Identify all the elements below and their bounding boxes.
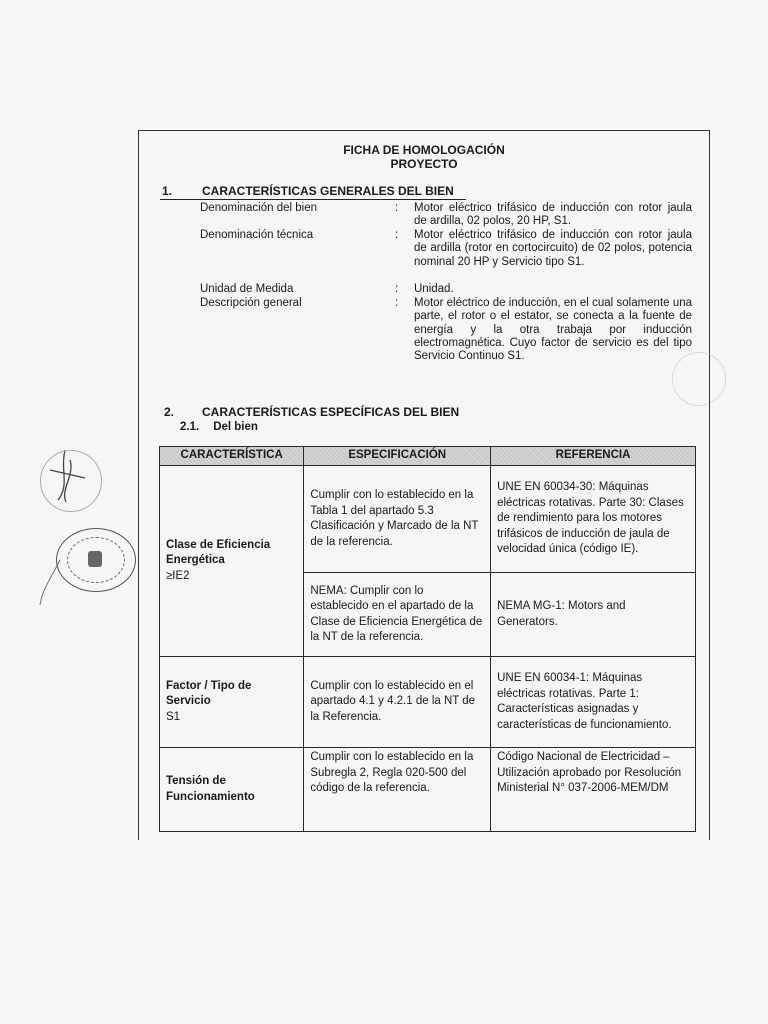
colon: : xyxy=(395,229,399,241)
char-title: Factor / Tipo de Servicio xyxy=(166,679,252,708)
char-eficiencia xyxy=(160,466,304,657)
char-title: Clase de Eficiencia Energética xyxy=(166,538,271,567)
spec-table xyxy=(159,446,696,832)
section1-rule xyxy=(160,199,466,200)
coat-of-arms-icon xyxy=(88,551,102,567)
label-denominacion-tecnica: Denominación técnica xyxy=(200,229,314,241)
subsection-title: Del bien xyxy=(213,421,258,433)
table-row xyxy=(160,748,696,832)
ref-cell: NEMA MG-1: Motors and Generators. xyxy=(491,573,696,657)
label-denominacion-bien: Denominación del bien xyxy=(200,202,317,214)
section2-number: 2. xyxy=(164,405,175,419)
stamp-seal-faint xyxy=(40,450,102,512)
value-unidad-medida: Unidad. xyxy=(414,283,454,295)
value-denominacion-bien: Motor eléctrico trifásico de inducción con rotor jaula de ardilla, 02 polos, 20 HP, S1. xyxy=(414,202,692,228)
char-title: Tensión de Funcionamiento xyxy=(166,775,255,803)
colon: : xyxy=(395,283,399,295)
header-referencia: REFERENCIA xyxy=(491,447,696,466)
colon: : xyxy=(395,297,399,309)
char-factor-servicio xyxy=(160,657,304,748)
header-caracteristica: CARACTERÍSTICA xyxy=(160,447,304,466)
document-title: FICHA DE HOMOLOGACIÓN xyxy=(343,143,505,157)
spec-cell: NEMA: Cumplir con lo establecido en el apartado de la Clase de Eficiencia Energética de la NT de la referencia. xyxy=(304,573,491,657)
ref-cell: UNE EN 60034-1: Máquinas eléctricas rotativas. Parte 1: Características asignadas y características de funcionamiento. xyxy=(491,657,696,748)
label-unidad-medida: Unidad de Medida xyxy=(200,283,294,295)
char-value: ≥IE2 xyxy=(166,569,190,582)
subsection-number: 2.1. xyxy=(180,421,200,433)
value-denominacion-tecnica: Motor eléctrico trifásico de inducción con rotor jaula de ardilla (rotor en cortocircuito) de 02 polos, potencia nominal 20 HP y Servicio tipo S1. xyxy=(414,229,692,268)
ref-cell: Código Nacional de Electricidad – Utilización aprobado por Resolución Ministerial N° 037-2006-MEM/DM xyxy=(491,748,696,832)
section1-title: CARACTERÍSTICAS GENERALES DEL BIEN xyxy=(202,184,454,198)
section1-number: 1. xyxy=(162,184,173,198)
table-header-row xyxy=(160,447,696,466)
spec-cell: Cumplir con lo establecido en el apartado 4.1 y 4.2.1 de la NT de la Referencia. xyxy=(304,657,491,748)
faint-stamp-right xyxy=(672,352,726,406)
header-especificacion: ESPECIFICACIÓN xyxy=(304,447,491,466)
subsection-heading xyxy=(180,421,258,433)
table-row xyxy=(160,657,696,748)
spec-cell: Cumplir con lo establecido en la Subregla 2, Regla 020-500 del código de la referencia. xyxy=(304,748,491,832)
spec-cell: Cumplir con lo establecido en la Tabla 1 del apartado 5.3 Clasificación y Marcado de la NT de la referencia. xyxy=(304,466,491,573)
ref-cell: UNE EN 60034-30: Máquinas eléctricas rotativas. Parte 30: Clases de rendimiento para los motores trifásicos de inducción de jaula de velocidad única (código IE). xyxy=(491,466,696,573)
document-subtitle: PROYECTO xyxy=(390,157,458,171)
label-descripcion-general: Descripción general xyxy=(200,297,302,309)
char-tension xyxy=(160,748,304,832)
char-value: S1 xyxy=(166,710,181,723)
colon: : xyxy=(395,202,399,214)
ministry-seal-stamp xyxy=(56,528,136,592)
section2-title: CARACTERÍSTICAS ESPECÍFICAS DEL BIEN xyxy=(202,405,460,419)
table-row xyxy=(160,466,696,573)
value-descripcion-general: Motor eléctrico de inducción, en el cual solamente una parte, el rotor o el estator, se conecta a la fuente de energía y la otra trabaja por inducción electromagnética. Cuyo factor de servicio es del tipo Servicio Continuo S1. xyxy=(414,297,692,363)
